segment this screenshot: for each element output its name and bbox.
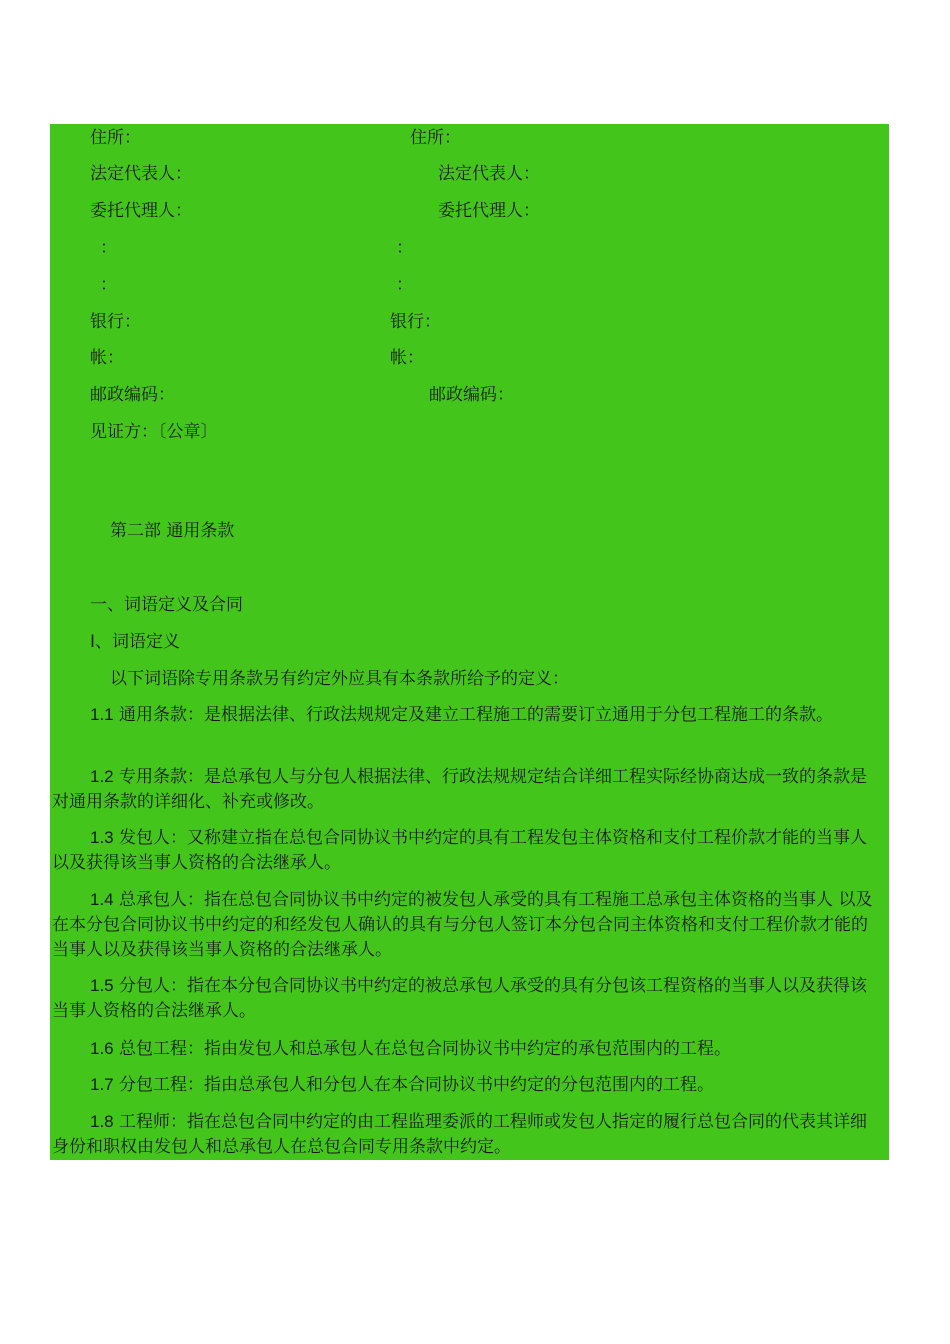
- chapter-title: 一、词语定义及合同: [90, 595, 243, 615]
- blank-field-right-1: ：: [396, 238, 413, 258]
- intro-text: 以下词语除专用条款另有约定外应具有本条款所给予的定义：: [110, 669, 569, 689]
- section-title: I、词语定义: [90, 632, 181, 652]
- witness-label: 见证方：〔公章〕: [90, 422, 218, 442]
- account-right-label: 帐：: [390, 348, 424, 368]
- bank-right-label: 银行：: [390, 312, 441, 332]
- clause-1-7: [52, 1072, 880, 1098]
- bank-left-label: 银行：: [90, 312, 141, 332]
- clause-number: 1.8: [90, 1112, 114, 1131]
- agent-right-label: 委托代理人：: [438, 201, 540, 221]
- clause-text: 总包工程：指由发包人和总承包人在总包合同协议书中约定的承包范围内的工程。: [113, 1039, 732, 1059]
- clause-text: 通用条款：是根据法律、行政法规规定及建立工程施工的需要订立通用于分包工程施工的条款。: [113, 705, 834, 725]
- legal-rep-left-label: 法定代表人：: [90, 164, 192, 184]
- clause-text: 专用条款：是总承包人与分包人根据法律、行政法规规定结合详细工程实际经协商达成一致的条款是对通用条款的详细化、补充或修改。: [52, 767, 868, 812]
- clause-1-6: [52, 1036, 880, 1062]
- agent-left-label: 委托代理人：: [90, 201, 192, 221]
- legal-rep-right-label: 法定代表人：: [438, 164, 540, 184]
- clause-number: 1.7: [90, 1075, 114, 1094]
- clause-1-8: [52, 1109, 880, 1160]
- address-right-label: 住所：: [410, 128, 461, 148]
- part-title: 第二部 通用条款: [110, 521, 235, 541]
- clause-1-1: [52, 702, 880, 728]
- clause-text: 工程师：指在总包合同中约定的由工程监理委派的工程师或发包人指定的履行总包合同的代表其详细身份和职权由发包人和总承包人在总包合同专用条款中约定。: [52, 1112, 868, 1157]
- clause-number: 1.3: [90, 828, 114, 847]
- clause-text: 总承包人：指在总包合同协议书中约定的被发包人承受的具有工程施工总承包主体资格的当事人 以及在本分包合同协议书中约定的和经发包人确认的具有与分包人签订本分包合同主体资格和支付工程价款才能的当事人以及获得该当事人资格的合法继承人。: [52, 890, 873, 960]
- blank-field-left-2: ：: [100, 275, 117, 295]
- clause-text: 分包人：指在本分包合同协议书中约定的被总承包人承受的具有分包该工程资格的当事人以及获得该当事人资格的合法继承人。: [52, 976, 868, 1021]
- clause-number: 1.4: [90, 890, 114, 909]
- clause-text: 分包工程：指由总承包人和分包人在本合同协议书中约定的分包范围内的工程。: [113, 1075, 715, 1095]
- clause-text: 发包人：又称建立指在总包合同协议书中约定的具有工程发包主体资格和支付工程价款才能的当事人以及获得该当事人资格的合法继承人。: [52, 828, 868, 873]
- clause-number: 1.6: [90, 1039, 114, 1058]
- blank-field-right-2: ：: [396, 275, 413, 295]
- clause-1-5: [52, 973, 880, 1024]
- clause-1-4: [52, 887, 880, 963]
- clause-1-3: [52, 825, 880, 876]
- document-page: [50, 124, 889, 1160]
- account-left-label: 帐：: [90, 348, 124, 368]
- address-left-label: 住所：: [90, 128, 141, 148]
- clause-1-2: [52, 764, 880, 815]
- postcode-right-label: 邮政编码：: [429, 385, 514, 405]
- postcode-left-label: 邮政编码：: [90, 385, 175, 405]
- clause-number: 1.2: [90, 767, 114, 786]
- blank-field-left-1: ：: [100, 238, 117, 258]
- clause-number: 1.5: [90, 976, 114, 995]
- clause-number: 1.1: [90, 705, 114, 724]
